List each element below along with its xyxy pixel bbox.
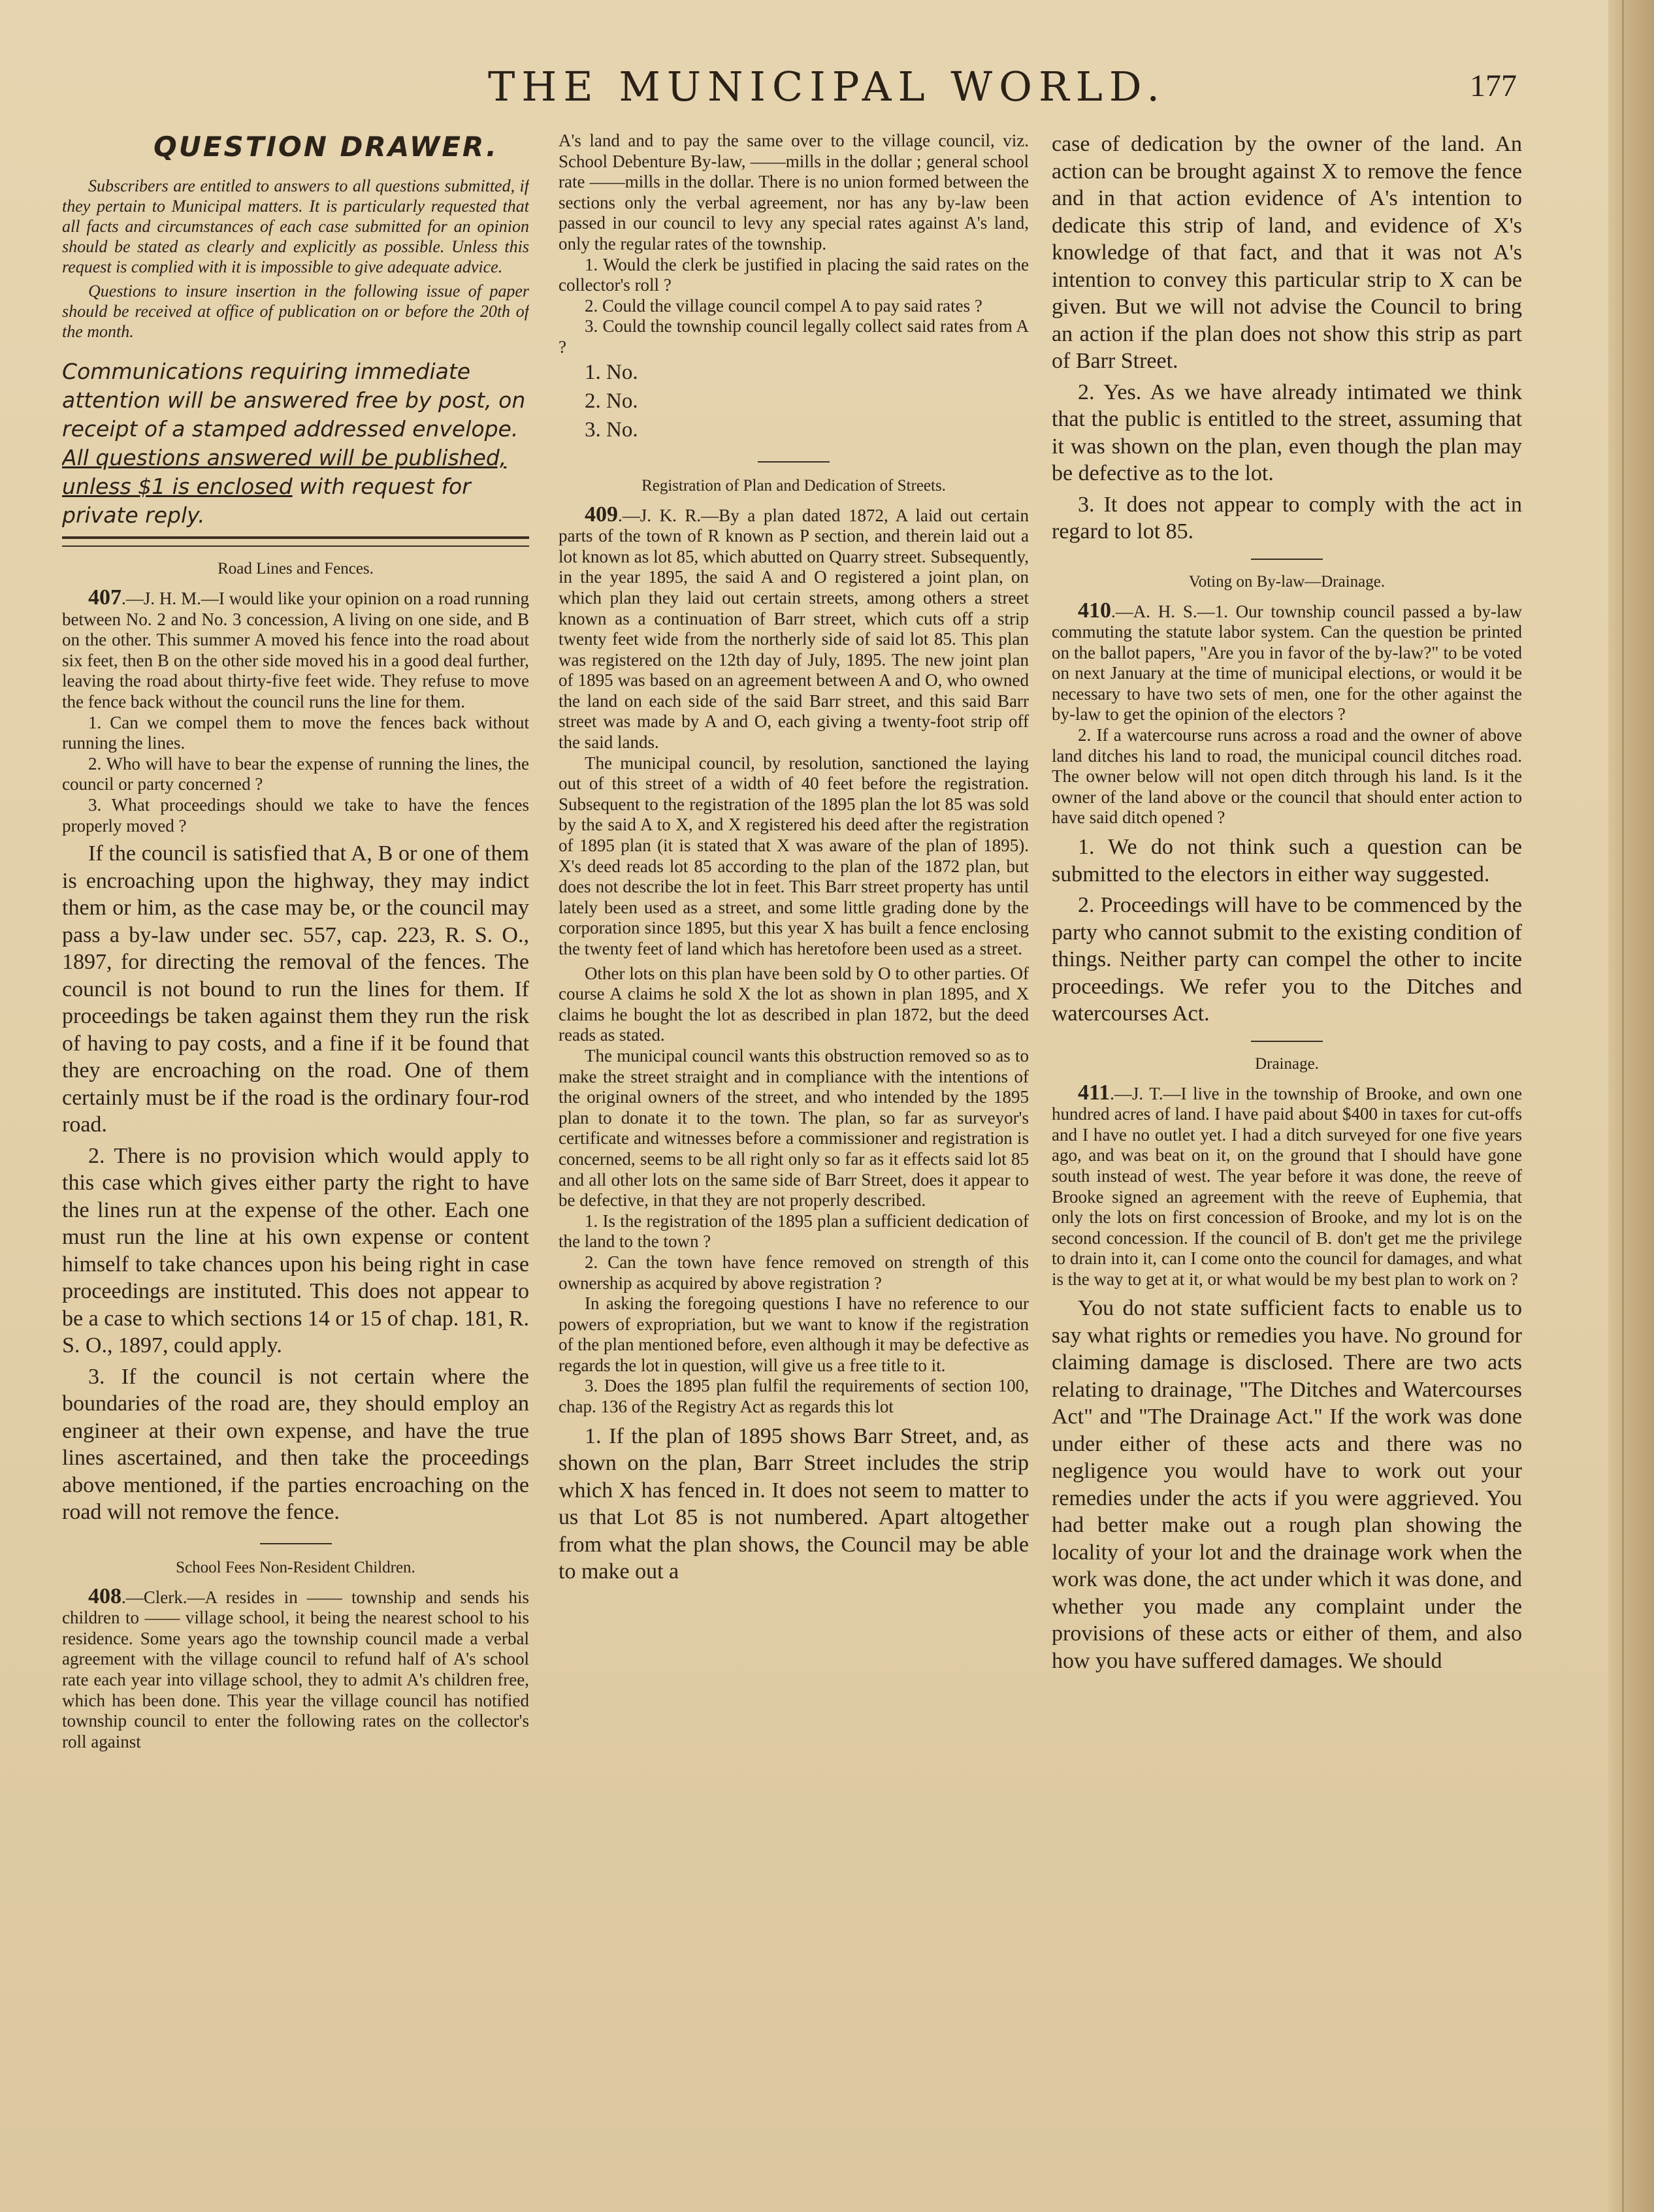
binding-edge <box>1608 0 1654 2212</box>
question-407-item: 1. Can we compel them to move the fences back without running the lines. <box>62 712 529 753</box>
question-409-item: 1. Is the registration of the 1895 plan a sufficient dedication of the land to the town ? <box>559 1211 1029 1252</box>
question-409-paragraph: Other lots on this plan have been sold by O to other parties. Of course A claims he sold X the lot as shown in plan 1895, and X claims he bought the lot as described in plan 1872, but the deed reads as stated. <box>559 963 1029 1045</box>
question-number: 411 <box>1078 1080 1111 1105</box>
intro-paragraph: Subscribers are entitled to answers to all questions submitted, if they pertain to Municipal matters. It is particularly requested that all facts and circumstances of each case submitted for an opinion should be stated as clearly and explicitly as possible. Unless this request is complied with it is impossible to give adequate advice. <box>62 176 529 276</box>
answer-409-continued: case of dedication by the owner of the land. An action can be brought against X to remove the fence and in that action evidence of A's intention to dedicate this strip of land, and evidence of X's knowledge of that fact, and that it was not A's intention to convey this particular strip to X can be given. But we will not advise the Council to bring an action if the plan does not show this strip as part of Barr Street. <box>1052 132 1522 373</box>
column-1 <box>62 131 529 1752</box>
answer-408-list <box>559 358 1029 444</box>
question-410-item: 2. If a watercourse runs across a road and the owner of above land ditches his land to road, the municipal council ditches road. The owner below will not open ditch through his land. Is it the owner of the land above or the council that should enter action to have said ditch opened ? <box>1052 725 1522 828</box>
question-text: .—J. H. M.—I would like your opinion on a road running between No. 2 and No. 3 concession, A living on one side, and B on the other. This summer A moved his fence into the road about six feet, then B on the other side moved his in a good deal further, leaving the road about thirty-five feet wide. They refuse to move the fence back without the council runs the line for them. <box>62 589 529 711</box>
column-2 <box>559 131 1029 1586</box>
communications-notice-c: with request for private reply. <box>62 474 471 528</box>
heading-road-lines: Road Lines and Fences. <box>218 560 374 577</box>
answer-408-item: 3. No. <box>585 417 638 442</box>
question-408 <box>62 1586 529 1753</box>
answer-409: 1. If the plan of 1895 shows Barr Street, and, as shown on the plan, Barr Street includes the strip which X has fenced in. It does not seem to matter to us that Lot 85 is not numbered. Apart altogether from what the plan shows, the Council may be able to make out a <box>559 1423 1029 1584</box>
heading-voting: Voting on By-law—Drainage. <box>1188 572 1386 591</box>
question-text: .—A. H. S.—1. Our township council passed a by-law commuting the statute labor system. Can the question be printed on the ballot papers, "Are you in favor of the by-law?" to be voted on next January at the time of municipal elections, or would it be necessary to have two sets of men, one for the other against the by-law to get the opinion of the electors ? <box>1052 601 1522 724</box>
page-number: 177 <box>1470 69 1517 103</box>
heading-registration: Registration of Plan and Dedication of Streets. <box>641 476 946 495</box>
section-rule <box>62 536 529 539</box>
question-409 <box>559 504 1029 753</box>
heading-school-fees: School Fees Non-Resident Children. <box>176 1558 415 1576</box>
question-text: .—J. T.—I live in the township of Brooke, and own one hundred acres of land. I have paid about $400 in taxes for cut-offs and I have no outlet yet. I had a ditch surveyed for one five years ago, and was beat on it, on the ground that I should have gone south instead of west. The year before it was done, the reeve of Brooke signed an agreement with the reeve of Euphemia, that only the lots on first concession of Brooke, and my lot is on the second concession. If the council of B. don't get me the privilege to drain into it, can I come onto the council for damages, and what is the way to get at it, or what would be my best plan to work on ? <box>1052 1083 1522 1289</box>
separator <box>1251 1041 1323 1042</box>
question-text: .—J. K. R.—By a plan dated 1872, A laid out certain parts of the town of R known as P section, and therein laid out a lot known as lot 85, which abutted on Quarry street. Subsequently, in the year 1895, the said A and O registered a joint plan, on which plan they laid out certain streets, among others a street known as a continuation of Barr street, which cuts off a strip twenty feet wide from the northerly side of said lot 85. This plan was registered on the 12th day of July, 1895. The new joint plan of 1895 was based on an agreement between A and O, who owned the land on each side of the said Barr street, and this said Barr street was made by A and O, each giving a twenty-foot strip off the said lands. <box>559 505 1029 753</box>
question-409-paragraph: The municipal council wants this obstruction removed so as to make the street straight and in compliance with the intentions of the original owners of the street, and who intended by the 1895 plan to donate it to the town. The plan, so far as surveyor's certificate and witnesses before a commissioner and registration is concerned, seems to be all right only so far as it effects said lot 85 and all other lots on the same side of Barr Street, does it appear to be defective, in that they are not properly described. <box>559 1045 1029 1211</box>
question-408-continued: A's land and to pay the same over to the village council, viz. School Debenture By-law, ——mills in the dollar ; general school rate ——mills in the dollar. There is no union formed between the sections only the verbal agreement, nor has any by-law been passed in our council to levy any special rates against A's land, only the regular rates of the township. <box>559 131 1029 253</box>
column-3 <box>1052 131 1522 1674</box>
heading-drainage: Drainage. <box>1255 1054 1319 1073</box>
question-text: .—Clerk.—A resides in —— township and sends his children to —— village school, it being the nearest school to his residence. Some years ago the township council made a verbal agreement with the village council to refund half of A's school rate each year into village school, they to admit A's children free, which has been done. This year the village council has notified township council to enter the following rates on the collector's roll against <box>62 1587 529 1751</box>
question-409-paragraph: The municipal council, by resolution, sanctioned the laying out of this street of a width of 40 feet before the registration. Subsequent to the registration of the 1895 plan the lot 85 was sold by the said A to X, and X registered his deed after the registration of 1895 plan (it is stated that X was aware of the plan of 1895). X's deed reads lot 85 according to the plan of the 1872 plan, but does not describe the lot in feet. This Barr street property has until lately been used as a street, and some little grading done by the corporation since 1895, but this year X has built a fence enclosing the twenty feet of land which has heretofore been used as a street. <box>559 753 1029 958</box>
question-411 <box>1052 1082 1522 1290</box>
question-number: 409 <box>585 502 618 527</box>
question-409-paragraph: In asking the foregoing questions I have no reference to our powers of expropriation, but we want to know if the registration of the plan mentioned before, even although it may be defective as regards the lot in question, will give us a free title to it. <box>559 1293 1029 1375</box>
section-title: QUESTION DRAWER. <box>154 131 499 163</box>
answer-410: 2. Proceedings will have to be commenced by the party who cannot submit to the existing condition of things. Neither party can compel the other to incite proceedings. We refer you to the Ditches and watercourses Act. <box>1052 893 1522 1026</box>
separator <box>758 461 830 463</box>
question-407-item: 3. What proceedings should we take to have the fences properly moved ? <box>62 794 529 836</box>
answer-408-item: 1. No. <box>585 360 638 384</box>
question-409-item: 3. Does the 1895 plan fulfil the requirements of section 100, chap. 136 of the Registry Act as regards this lot <box>559 1376 1029 1417</box>
section-rule-thin <box>62 545 529 547</box>
question-number: 408 <box>88 1584 122 1608</box>
answer-407: If the council is satisfied that A, B or one of them is encroaching upon the highway, they may indict them or him, as the case may be, or the council may pass a by-law under sec. 557, cap. 223, R. S. O., 1897, for directing the removal of the fences. The council is not bound to run the lines for them. If proceedings be taken against them they run the risk of having to pay costs, and a fine if it be found that they are encroaching on the road. One of them certainly must be if the road is the ordinary four-rod road. <box>62 841 529 1137</box>
answer-407: 2. There is no provision which would apply to this case which gives either party the right to have the lines run at the expense of the other. Each one must run the line at his own expense or content himself to take chances upon his being right in case proceedings are instituted. This does not appear to be a case to which sections 14 or 15 of chap. 181, R. S. O., 1897, could apply. <box>62 1143 529 1358</box>
question-407-item: 2. Who will have to bear the expense of running the lines, the council or party concerned ? <box>62 753 529 794</box>
question-number: 410 <box>1078 598 1111 623</box>
separator <box>1251 559 1323 560</box>
answer-411: You do not state sufficient facts to enable us to say what rights or remedies you have. No ground for claiming damage is disclosed. There are two acts relating to drainage, "The Ditches and Watercourses Act" and "The Drainage Act." If the work was done under either of these acts and there was no negligence you would have to work out your remedies under the acts if you were aggrieved. You had better make out a rough plan showing the locality of your lot and the drainage work when the work was done, the act under which it was done, and whether you made any complaint under the provisions of these acts or either of them, and also how you have suffered damages. We should <box>1052 1296 1522 1673</box>
answer-407: 3. If the council is not certain where the boundaries of the road are, they should employ an engineer at their own expense, and have the true lines ascertained, and then take the proceedings above mentioned, if the parties encroaching on the road will not remove the fence. <box>62 1364 529 1525</box>
answer-409: 3. It does not appear to comply with the act in regard to lot 85. <box>1052 492 1522 544</box>
question-number: 407 <box>88 585 122 610</box>
separator <box>260 1543 332 1544</box>
question-408-item: 3. Could the township council legally collect said rates from A ? <box>559 316 1029 357</box>
intro-paragraph-deadline: Questions to insure insertion in the following issue of paper should be received at office of publication on or before the 20th of the month. <box>62 282 529 341</box>
publication-title: THE MUNICIPAL WORLD. <box>487 63 1167 110</box>
answer-410: 1. We do not think such a question can be submitted to the electors in either way suggested. <box>1052 835 1522 886</box>
question-408-item: 2. Could the village council compel A to pay said rates ? <box>585 295 982 316</box>
communications-notice <box>62 357 529 530</box>
communications-notice-b: All questions answered will be published, unless $1 is enclosed <box>62 445 507 499</box>
communications-notice-a: Communications requiring immediate attention will be answered free by post, on receipt of a stamped addressed envelope. <box>62 359 526 442</box>
masthead <box>0 63 1654 122</box>
question-407 <box>62 587 529 713</box>
question-408-item: 1. Would the clerk be justified in placing the said rates on the collector's roll ? <box>559 254 1029 295</box>
binding-line <box>1622 0 1624 2212</box>
answer-408-item: 2. No. <box>585 389 638 413</box>
question-410 <box>1052 600 1522 726</box>
answer-409: 2. Yes. As we have already intimated we think that the public is entitled to the street, assuming that it was shown on the plan, even though the plan may be defective as to the lot. <box>1052 380 1522 485</box>
question-409-item: 2. Can the town have fence removed on strength of this ownership as acquired by above registration ? <box>559 1252 1029 1293</box>
